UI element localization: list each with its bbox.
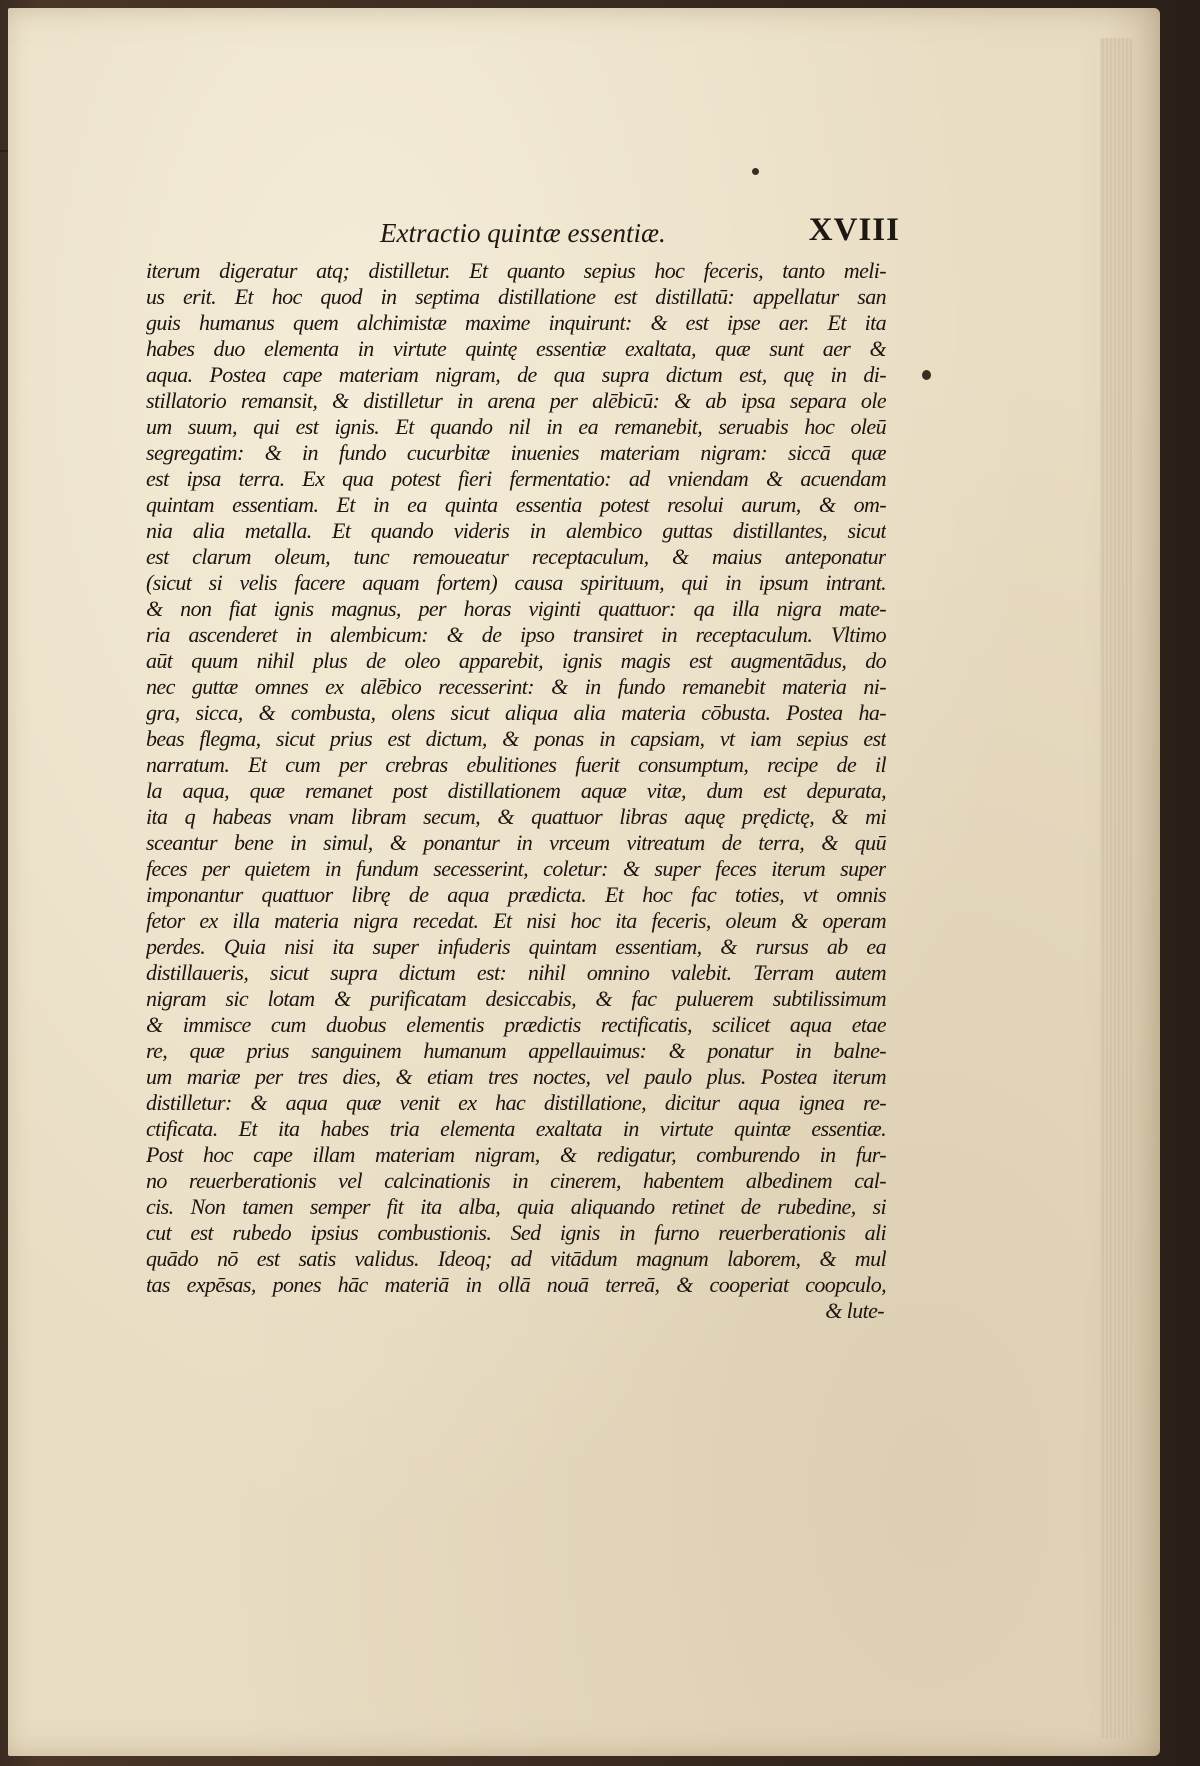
text-line: habes duo elementa in virtute quintę essentiæ exaltata, quæ sunt aer &: [146, 336, 886, 361]
text-line: um suum, qui est ignis. Et quando nil in ea remanebit, seruabis hoc oleū: [146, 414, 886, 439]
text-line: distilletur: & aqua quæ venit ex hac distillatione, dicitur aqua ignea re-: [146, 1090, 886, 1115]
page-header: [380, 212, 900, 256]
text-line: iterum digeratur atq; distilletur. Et quanto sepius hoc feceris, tanto meli-: [146, 258, 886, 283]
text-line: (sicut si velis facere aquam fortem) causa spirituum, qui in ipsum intrant.: [146, 570, 886, 595]
text-line: us erit. Et hoc quod in septima distillatione est distillatū: appellatur san: [146, 284, 886, 309]
text-line: no reuerberationis vel calcinationis in cinerem, habentem albedinem cal-: [146, 1168, 886, 1193]
running-head: Extractio quintæ essentiæ.: [380, 218, 666, 248]
text-line: quintam essentiam. Et in ea quinta essentia potest resolui aurum, & om-: [146, 492, 886, 517]
folio-number: XVIII: [808, 212, 900, 248]
text-line: cis. Non tamen semper fit ita alba, quia aliquando retinet de rubedine, si: [146, 1194, 886, 1219]
text-line: nia alia metalla. Et quando videris in alembico guttas distillantes, sicut: [146, 518, 886, 543]
body-text: [146, 258, 886, 1402]
text-line: gra, sicca, & combusta, olens sicut aliqua alia materia cōbusta. Postea ha-: [146, 700, 886, 725]
text-line: & lute-: [825, 1298, 884, 1323]
text-line: tas expēsas, pones hāc materiā in ollā nouā terreā, & cooperiat coopculo,: [146, 1272, 886, 1297]
text-line: ria ascenderet in alembicum: & de ipso transiret in receptaculum. Vltimo: [146, 622, 886, 647]
text-line: imponantur quattuor librę de aqua prædicta. Et hoc fac toties, vt omnis: [146, 882, 886, 907]
text-line: feces per quietem in fundum secesserint, coletur: & super feces iterum super: [146, 856, 886, 881]
text-line: um mariæ per tres dies, & etiam tres noctes, vel paulo plus. Postea iterum: [146, 1064, 886, 1089]
text-line: Post hoc cape illam materiam nigram, & redigatur, comburendo in fur-: [146, 1142, 886, 1167]
text-line: stillatorio remansit, & distilletur in arena per alēbicū: & ab ipsa separa ole: [146, 388, 886, 413]
text-line: aūt quum nihil plus de oleo apparebit, ignis magis est augmentādus, do: [146, 648, 886, 673]
text-line: est clarum oleum, tunc remoueatur receptaculum, & maius anteponatur: [146, 544, 886, 569]
text-line: re, quæ prius sanguinem humanum appellauimus: & ponatur in balne-: [146, 1038, 886, 1063]
text-line: nigram sic lotam & purificatam desiccabis, & fac puluerem subtilissimum: [146, 986, 886, 1011]
text-line: distillaueris, sicut supra dictum est: nihil omnino valebit. Terram autem: [146, 960, 886, 985]
page-edges: [1100, 38, 1132, 1738]
text-line: segregatim: & in fundo cucurbitæ inuenies materiam nigram: siccā quæ: [146, 440, 886, 465]
text-line: nec guttæ omnes ex alēbico recesserint: & in fundo remanebit materia ni-: [146, 674, 886, 699]
text-line: fetor ex illa materia nigra recedat. Et nisi hoc ita feceris, oleum & operam: [146, 908, 886, 933]
text-line: cut est rubedo ipsius combustionis. Sed ignis in furno reuerberationis ali: [146, 1220, 886, 1245]
text-line: & non fiat ignis magnus, per horas viginti quattuor: qa illa nigra mate-: [146, 596, 886, 621]
text-line: narratum. Et cum per crebras ebulitiones fuerit consumptum, recipe de il: [146, 752, 886, 777]
text-line: ctificata. Et ita habes tria elementa exaltata in virtute quintæ essentiæ.: [146, 1116, 886, 1141]
text-line: ita q habeas vnam libram secum, & quattuor libras aquę prędictę, & mi: [146, 804, 886, 829]
text-line: perdes. Quia nisi ita super infuderis quintam essentiam, & rursus ab ea: [146, 934, 886, 959]
text-line: beas flegma, sicut prius est dictum, & ponas in capsiam, vt iam sepius est: [146, 726, 886, 751]
text-line: sceantur bene in simul, & ponantur in vrceum vitreatum de terra, & quū: [146, 830, 886, 855]
text-line: & immisce cum duobus elementis prædictis rectificatis, scilicet aqua etae: [146, 1012, 886, 1037]
text-line: quādo nō est satis validus. Ideoq; ad vitādum magnum laborem, & mul: [146, 1246, 886, 1271]
text-line: guis humanus quem alchimistæ maxime inquirunt: & est ipse aer. Et ita: [146, 310, 886, 335]
text-line: aqua. Postea cape materiam nigram, de qua supra dictum est, quę in di-: [146, 362, 886, 387]
ink-spot: [922, 370, 931, 380]
text-line: est ipsa terra. Ex qua potest fieri fermentatio: ad vniendam & acuendam: [146, 466, 886, 491]
text-line: la aqua, quæ remanet post distillationem aquæ vitæ, dum est depurata,: [146, 778, 886, 803]
ink-spot: [752, 168, 759, 175]
